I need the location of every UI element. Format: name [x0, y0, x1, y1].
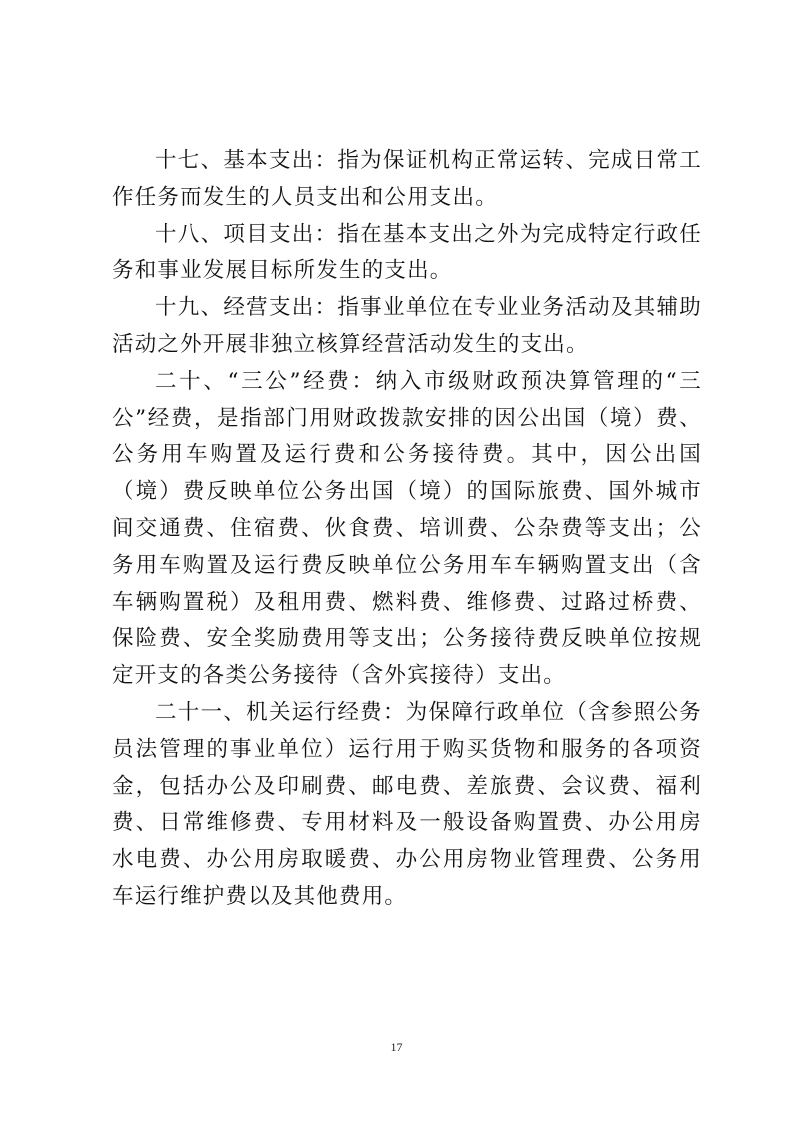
- page-number: 17: [390, 1040, 403, 1054]
- paragraph-project-expenditure: 十八、项目支出：指在基本支出之外为完成特定行政任务和事业发展目标所发生的支出。: [112, 221, 702, 284]
- paragraph-operating-expenditure: 十九、经营支出：指事业单位在专业业务活动及其辅助活动之外开展非独立核算经营活动发生的支出。: [112, 295, 702, 357]
- paragraph-agency-operating-expenses: 二十一、机关运行经费：为保障行政单位（含参照公务员法管理的事业单位）运行用于购买货物和服务的各项资金，包括办公及印刷费、邮电费、差旅费、会议费、福利费、日常维修费、专用材料及一般设备购置费、办公用房水电费、办公用房取暖费、办公用房物业管理费、公务用车运行维护费以及其他费用。: [112, 699, 702, 909]
- paragraph-three-public-expenses: 二十、“三公”经费：纳入市级财政预决算管理的“三公”经费，是指部门用财政拨款安排的因公出国（境）费、公务用车购置及运行费和公务接待费。其中，因公出国（境）费反映单位公务出国（境）的国际旅费、国外城市间交通费、住宿费、伙食费、培训费、公杂费等支出；公务用车购置及运行费反映单位公务用车车辆购置支出（含车辆购置税）及租用费、燃料费、维修费、过路过桥费、保险费、安全奖励费用等支出；公务接待费反映单位按规定开支的各类公务接待（含外宾接待）支出。: [112, 368, 702, 689]
- document-body: [112, 143, 702, 916]
- paragraph-basic-expenditure: 十七、基本支出：指为保证机构正常运转、完成日常工作任务而发生的人员支出和公用支出。: [112, 148, 702, 210]
